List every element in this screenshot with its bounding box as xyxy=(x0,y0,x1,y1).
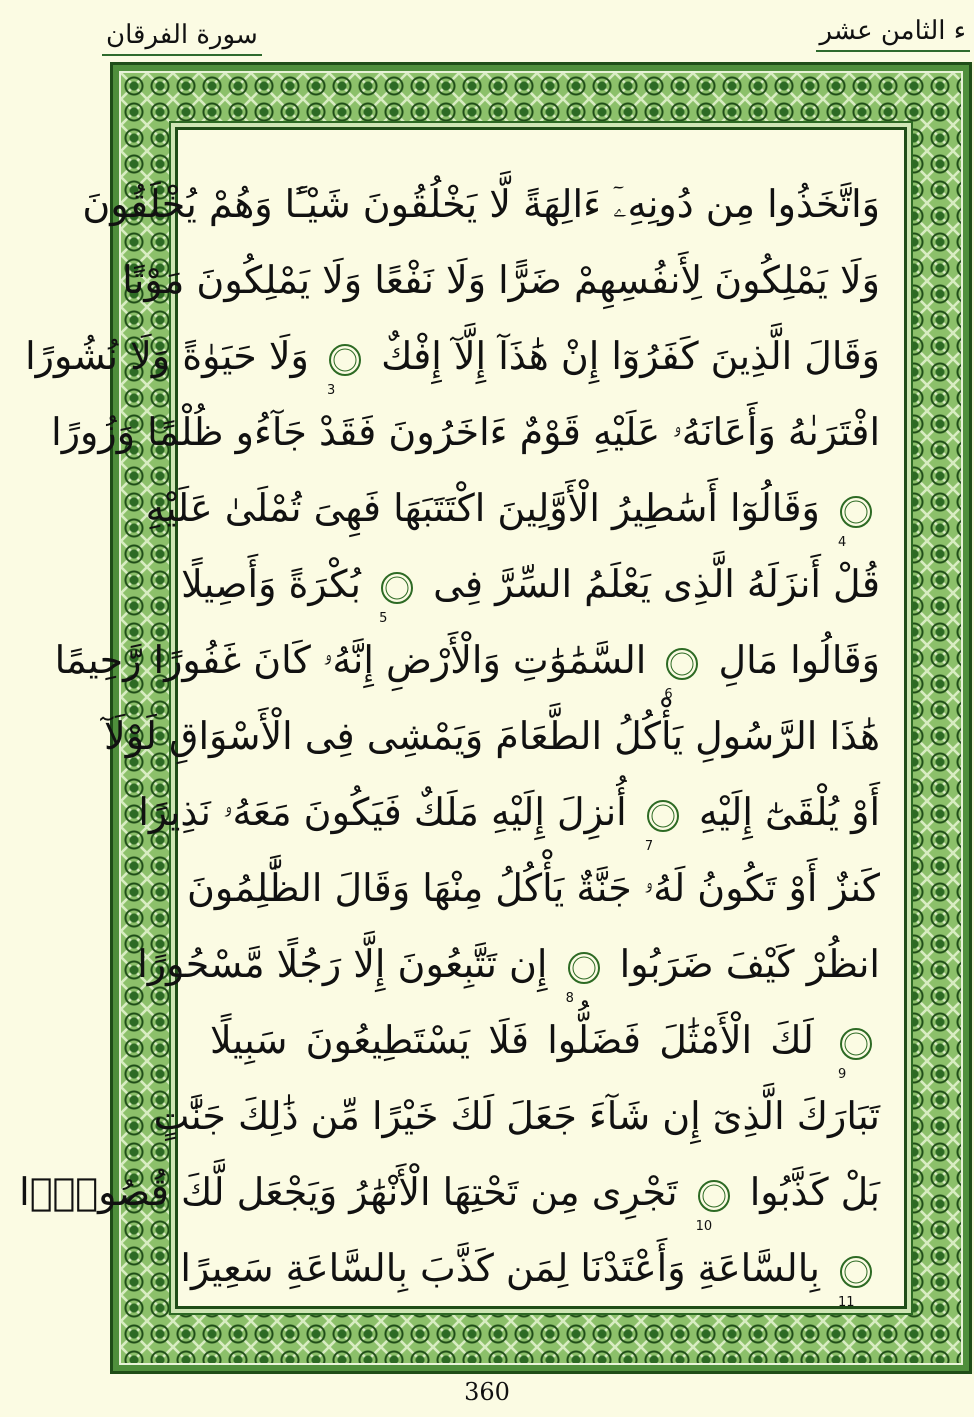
verse-line: وَقَالُوا مَالِ 6 السَّمَٰوَٰتِ وَالْأَرْضِ إِنَّهُۥ كَانَ غَفُورًا رَّحِيمًا xyxy=(54,638,880,702)
ayah-marker: 7 xyxy=(645,798,681,834)
verse-line: أَوْ يُلْقَىٰٓ إِلَيْهِ 7 أُنزِلَ إِلَيْهِ مَلَكٌ فَيَكُونَ مَعَهُۥ نَذِيرًا xyxy=(138,790,880,854)
surah-label: سورة الفرقان xyxy=(106,20,258,50)
verse-line: 9 لَكَ الْأَمْثَٰلَ فَضَلُّوا فَلَا يَسْتَطِيعُونَ سَبِيلًا xyxy=(210,1000,880,1080)
page-number: 360 xyxy=(464,1378,510,1406)
ayah-marker: 5 xyxy=(379,570,415,606)
verse-line: وَاتَّخَذُوا مِن دُونِهِۦٓ ءَالِهَةً لَّا يَخْلُقُونَ شَيْـًٔا وَهُمْ يُخْلَقُونَ xyxy=(82,182,880,226)
verse-line: هَٰذَا الرَّسُولِ يَأْكُلُ الطَّعَامَ وَيَمْشِى فِى الْأَسْوَاقِ لَوْلَآ xyxy=(104,714,880,758)
verse-line: وَقَالَ الَّذِينَ كَفَرُوٓا إِنْ هَٰذَآ إِلَّآ إِفْكٌ 3 وَلَا حَيَوٰةً وَلَا نُشُورًا xyxy=(25,334,880,398)
verse-text-area xyxy=(19,164,880,1310)
verse-line: 4 وَقَالُوٓا أَسَٰطِيرُ الْأَوَّلِينَ اكْتَتَبَهَا فَهِىَ تُمْلَىٰ عَلَيْهِ xyxy=(210,468,880,548)
verse-line: بَلْ كَذَّبُوا 10 تَجْرِى مِن تَحْتِهَا الْأَنْهَٰرُ وَيَجْعَل لَّكَ قُصُورًۢا xyxy=(19,1170,880,1234)
ayah-marker: 11 xyxy=(838,1254,874,1290)
ayah-marker: 6 xyxy=(664,646,700,682)
verse-line: افْتَرَىٰهُ وَأَعَانَهُۥ عَلَيْهِ قَوْمٌ ءَاخَرُونَ فَقَدْ جَآءُو ظُلْمًا وَزُورًا xyxy=(51,410,880,454)
ayah-marker: 4 xyxy=(838,494,874,530)
ayah-marker: 9 xyxy=(838,1026,874,1062)
ayah-marker: 10 xyxy=(696,1178,732,1214)
verse-line: وَلَا يَمْلِكُونَ لِأَنفُسِهِمْ ضَرًّا وَلَا نَفْعًا وَلَا يَمْلِكُونَ مَوْتًا xyxy=(122,258,880,302)
page-header xyxy=(100,10,974,62)
ayah-marker: 8 xyxy=(566,950,602,986)
verse-line: قُلْ أَنزَلَهُ الَّذِى يَعْلَمُ السِّرَّ فِى 5 بُكْرَةً وَأَصِيلًا xyxy=(181,562,880,626)
verse-line: كَنزٌ أَوْ تَكُونُ لَهُۥ جَنَّةٌ يَأْكُلُ مِنْهَا وَقَالَ الظَّٰلِمُونَ xyxy=(187,866,880,910)
verse-line: تَبَارَكَ الَّذِىٓ إِن شَآءَ جَعَلَ لَكَ خَيْرًا مِّن ذَٰلِكَ جَنَّٰتٍ xyxy=(153,1094,880,1138)
verse-line: انظُرْ كَيْفَ ضَرَبُوا 8 إِن تَتَّبِعُونَ إِلَّا رَجُلًا مَّسْحُورًا xyxy=(137,942,880,1006)
verse-line: 11 بِالسَّاعَةِ وَأَعْتَدْنَا لِمَن كَذَّبَ بِالسَّاعَةِ سَعِيرًا xyxy=(210,1228,880,1308)
juz-label: ء الثامن عشر xyxy=(819,16,966,46)
ayah-marker: 3 xyxy=(327,342,363,378)
